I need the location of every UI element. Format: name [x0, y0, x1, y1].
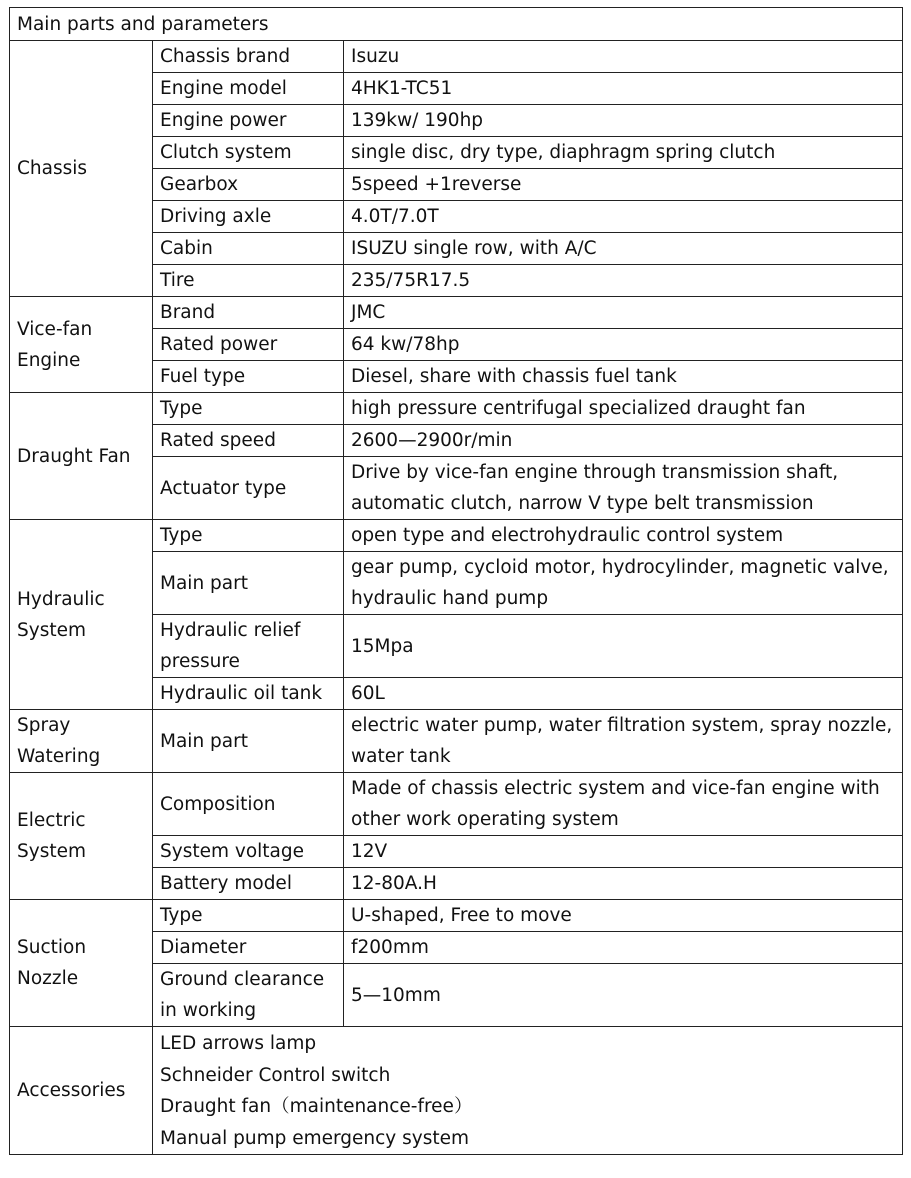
parameter-value: 12V — [344, 836, 903, 868]
parameter-name: Driving axle — [153, 201, 344, 233]
group-label-chassis: Chassis — [10, 41, 153, 297]
parameter-value: f200mm — [344, 932, 903, 964]
parameters-table — [9, 7, 903, 1155]
parameter-value: electric water pump, water filtration system, spray nozzle, water tank — [344, 710, 903, 773]
table-row — [10, 710, 903, 773]
parameter-value: 139kw/ 190hp — [344, 105, 903, 137]
group-label-hydraulic-system: Hydraulic System — [10, 520, 153, 710]
parameter-value: single disc, dry type, diaphragm spring clutch — [344, 137, 903, 169]
parameter-value: 64 kw/78hp — [344, 329, 903, 361]
table-row — [10, 900, 903, 932]
accessories-list — [153, 1027, 903, 1155]
parameter-name: Battery model — [153, 868, 344, 900]
parameter-name: Hydraulic oil tank — [153, 678, 344, 710]
table-title: Main parts and parameters — [10, 8, 903, 41]
parameter-name: Engine model — [153, 73, 344, 105]
parameter-name: Brand — [153, 297, 344, 329]
parameter-value: high pressure centrifugal specialized draught fan — [344, 393, 903, 425]
parameter-value: 235/75R17.5 — [344, 265, 903, 297]
parameter-value: 4.0T/7.0T — [344, 201, 903, 233]
table-row — [10, 1027, 903, 1155]
parameter-name: Diameter — [153, 932, 344, 964]
parameter-name: Main part — [153, 710, 344, 773]
table-row — [10, 773, 903, 836]
parameter-name: Tire — [153, 265, 344, 297]
parameter-value: JMC — [344, 297, 903, 329]
parameter-value: ISUZU single row, with A/C — [344, 233, 903, 265]
parameter-value: Diesel, share with chassis fuel tank — [344, 361, 903, 393]
parameter-value: Drive by vice-fan engine through transmission shaft, automatic clutch, narrow V type belt transmission — [344, 457, 903, 520]
parameter-value: open type and electrohydraulic control system — [344, 520, 903, 552]
parameter-name: Type — [153, 900, 344, 932]
group-label-draught-fan: Draught Fan — [10, 393, 153, 520]
parameter-name: Type — [153, 393, 344, 425]
parameter-value: U-shaped, Free to move — [344, 900, 903, 932]
parameter-name: Fuel type — [153, 361, 344, 393]
parameter-name: Type — [153, 520, 344, 552]
accessory-item: Schneider Control switch — [160, 1064, 391, 1086]
parameter-name: Gearbox — [153, 169, 344, 201]
parameter-name: System voltage — [153, 836, 344, 868]
parameter-value: Isuzu — [344, 41, 903, 73]
parameter-name: Composition — [153, 773, 344, 836]
accessory-item: LED arrows lamp — [160, 1033, 317, 1054]
group-label-electric-system: Electric System — [10, 773, 153, 900]
accessory-item: Manual pump emergency system — [160, 1127, 470, 1149]
group-label-vice-fan-engine: Vice-fan Engine — [10, 297, 153, 393]
parameters-sheet — [9, 7, 902, 1155]
parameter-name: Ground clearance in working — [153, 964, 344, 1027]
parameter-value: 2600—2900r/min — [344, 425, 903, 457]
parameter-name: Hydraulic relief pressure — [153, 615, 344, 678]
table-row — [10, 41, 903, 73]
parameter-value: 5—10mm — [344, 964, 903, 1027]
group-label-spray-watering: Spray Watering — [10, 710, 153, 773]
parameter-value: gear pump, cycloid motor, hydrocylinder, magnetic valve, hydraulic hand pump — [344, 552, 903, 615]
parameter-name: Clutch system — [153, 137, 344, 169]
table-row — [10, 520, 903, 552]
parameters-table-body — [10, 8, 903, 1155]
parameter-name: Chassis brand — [153, 41, 344, 73]
accessory-item: Draught fan（maintenance-free） — [160, 1096, 473, 1117]
parameter-name: Rated power — [153, 329, 344, 361]
parameter-value: 5speed +1reverse — [344, 169, 903, 201]
group-label-accessories: Accessories — [10, 1027, 153, 1155]
table-title-row — [10, 8, 903, 41]
parameter-value: 12-80A.H — [344, 868, 903, 900]
parameter-name: Rated speed — [153, 425, 344, 457]
parameter-name: Cabin — [153, 233, 344, 265]
parameter-name: Engine power — [153, 105, 344, 137]
table-row — [10, 297, 903, 329]
group-label-suction-nozzle: Suction Nozzle — [10, 900, 153, 1027]
parameter-value: 15Mpa — [344, 615, 903, 678]
parameter-name: Main part — [153, 552, 344, 615]
table-row — [10, 393, 903, 425]
parameter-value: Made of chassis electric system and vice-fan engine with other work operating system — [344, 773, 903, 836]
parameter-value: 60L — [344, 678, 903, 710]
parameter-name: Actuator type — [153, 457, 344, 520]
parameter-value: 4HK1-TC51 — [344, 73, 903, 105]
